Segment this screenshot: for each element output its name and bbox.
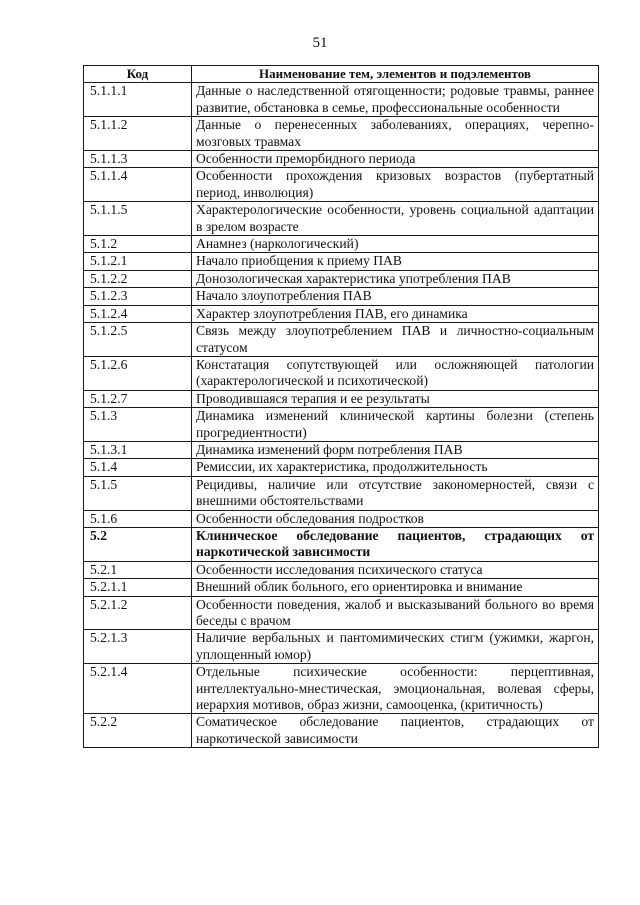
table-row (84, 270, 599, 287)
row-name: Данные о наследственной отягощенности; родовые травмы, раннее развитие, обстановка в семье, профессиональные особенности (192, 83, 599, 117)
row-code: 5.1.6 (84, 510, 192, 527)
table-row (84, 527, 599, 561)
row-code: 5.1.2.4 (84, 305, 192, 322)
row-code: 5.1.2.2 (84, 270, 192, 287)
row-name: Динамика изменений клинической картины болезни (степень прогредиентности) (192, 408, 599, 442)
table-row (84, 236, 599, 253)
row-code: 5.1.2.7 (84, 390, 192, 407)
table-row (84, 323, 599, 357)
row-name: Начало злоупотребления ПАВ (192, 288, 599, 305)
table-row (84, 253, 599, 270)
table-row (84, 202, 599, 236)
row-name: Характерологические особенности, уровень социальной адаптации в зрелом возрасте (192, 202, 599, 236)
table-row (84, 596, 599, 630)
table-row (84, 288, 599, 305)
table-row (84, 664, 599, 714)
row-name: Отдельные психические особенности: перцептивная, интеллектуально-мнестическая, эмоциональная, волевая сферы, иерархия мотивов, образ жизни, самооценка, (критичность) (192, 664, 599, 714)
table-row (84, 579, 599, 596)
row-code: 5.1.3.1 (84, 441, 192, 458)
row-name: Внешний облик больного, его ориентировка и внимание (192, 579, 599, 596)
row-code: 5.2 (84, 527, 192, 561)
table-row (84, 117, 599, 151)
table-row (84, 561, 599, 578)
row-name: Особенности прохождения кризовых возрастов (пубертатный период, инволюция) (192, 168, 599, 202)
row-name: Анамнез (наркологический) (192, 236, 599, 253)
table-row (84, 356, 599, 390)
table-row (84, 714, 599, 748)
row-name: Проводившаяся терапия и ее результаты (192, 390, 599, 407)
row-code: 5.1.1.4 (84, 168, 192, 202)
row-name: Констатация сопутствующей или осложняющей патологии (характерологической и психотической) (192, 356, 599, 390)
table-row (84, 151, 599, 168)
row-code: 5.1.1.3 (84, 151, 192, 168)
row-name: Рецидивы, наличие или отсутствие закономерностей, связи с внешними обстоятельствами (192, 476, 599, 510)
row-code: 5.1.3 (84, 408, 192, 442)
header-code: Код (84, 66, 192, 83)
table-row (84, 441, 599, 458)
row-name: Особенности поведения, жалоб и высказываний больного во время беседы с врачом (192, 596, 599, 630)
table-row (84, 459, 599, 476)
row-name: Начало приобщения к приему ПАВ (192, 253, 599, 270)
table-row (84, 390, 599, 407)
row-name: Особенности обследования подростков (192, 510, 599, 527)
row-name: Наличие вербальных и пантомимических стигм (ужимки, жаргон, уплощенный юмор) (192, 630, 599, 664)
row-name: Динамика изменений форм потребления ПАВ (192, 441, 599, 458)
header-name: Наименование тем, элементов и подэлементов (192, 66, 599, 83)
row-name: Донозологическая характеристика употребления ПАВ (192, 270, 599, 287)
table-row (84, 168, 599, 202)
row-code: 5.1.1.5 (84, 202, 192, 236)
row-code: 5.2.2 (84, 714, 192, 748)
table-row (84, 83, 599, 117)
page-number: 51 (312, 35, 328, 51)
table-header-row (84, 66, 599, 83)
table-row (84, 510, 599, 527)
table-row (84, 476, 599, 510)
table-row (84, 305, 599, 322)
row-code: 5.2.1.1 (84, 579, 192, 596)
row-code: 5.1.2.5 (84, 323, 192, 357)
row-code: 5.1.2.1 (84, 253, 192, 270)
row-name: Особенности исследования психического статуса (192, 561, 599, 578)
row-code: 5.1.4 (84, 459, 192, 476)
table-row (84, 630, 599, 664)
row-name: Данные о перенесенных заболеваниях, операциях, черепно-мозговых травмах (192, 117, 599, 151)
row-code: 5.2.1 (84, 561, 192, 578)
topics-table (83, 65, 599, 748)
row-code: 5.1.5 (84, 476, 192, 510)
table-row (84, 408, 599, 442)
row-code: 5.1.1.1 (84, 83, 192, 117)
row-name: Особенности преморбидного периода (192, 151, 599, 168)
row-code: 5.1.2 (84, 236, 192, 253)
row-name: Характер злоупотребления ПАВ, его динамика (192, 305, 599, 322)
row-code: 5.1.2.3 (84, 288, 192, 305)
row-name: Клиническое обследование пациентов, страдающих от наркотической зависимости (192, 527, 599, 561)
table-body (84, 83, 599, 748)
row-code: 5.2.1.2 (84, 596, 192, 630)
row-code: 5.1.2.6 (84, 356, 192, 390)
row-name: Соматическое обследование пациентов, страдающих от наркотической зависимости (192, 714, 599, 748)
row-name: Связь между злоупотреблением ПАВ и личностно-социальным статусом (192, 323, 599, 357)
row-code: 5.2.1.4 (84, 664, 192, 714)
row-code: 5.1.1.2 (84, 117, 192, 151)
row-code: 5.2.1.3 (84, 630, 192, 664)
row-name: Ремиссии, их характеристика, продолжительность (192, 459, 599, 476)
